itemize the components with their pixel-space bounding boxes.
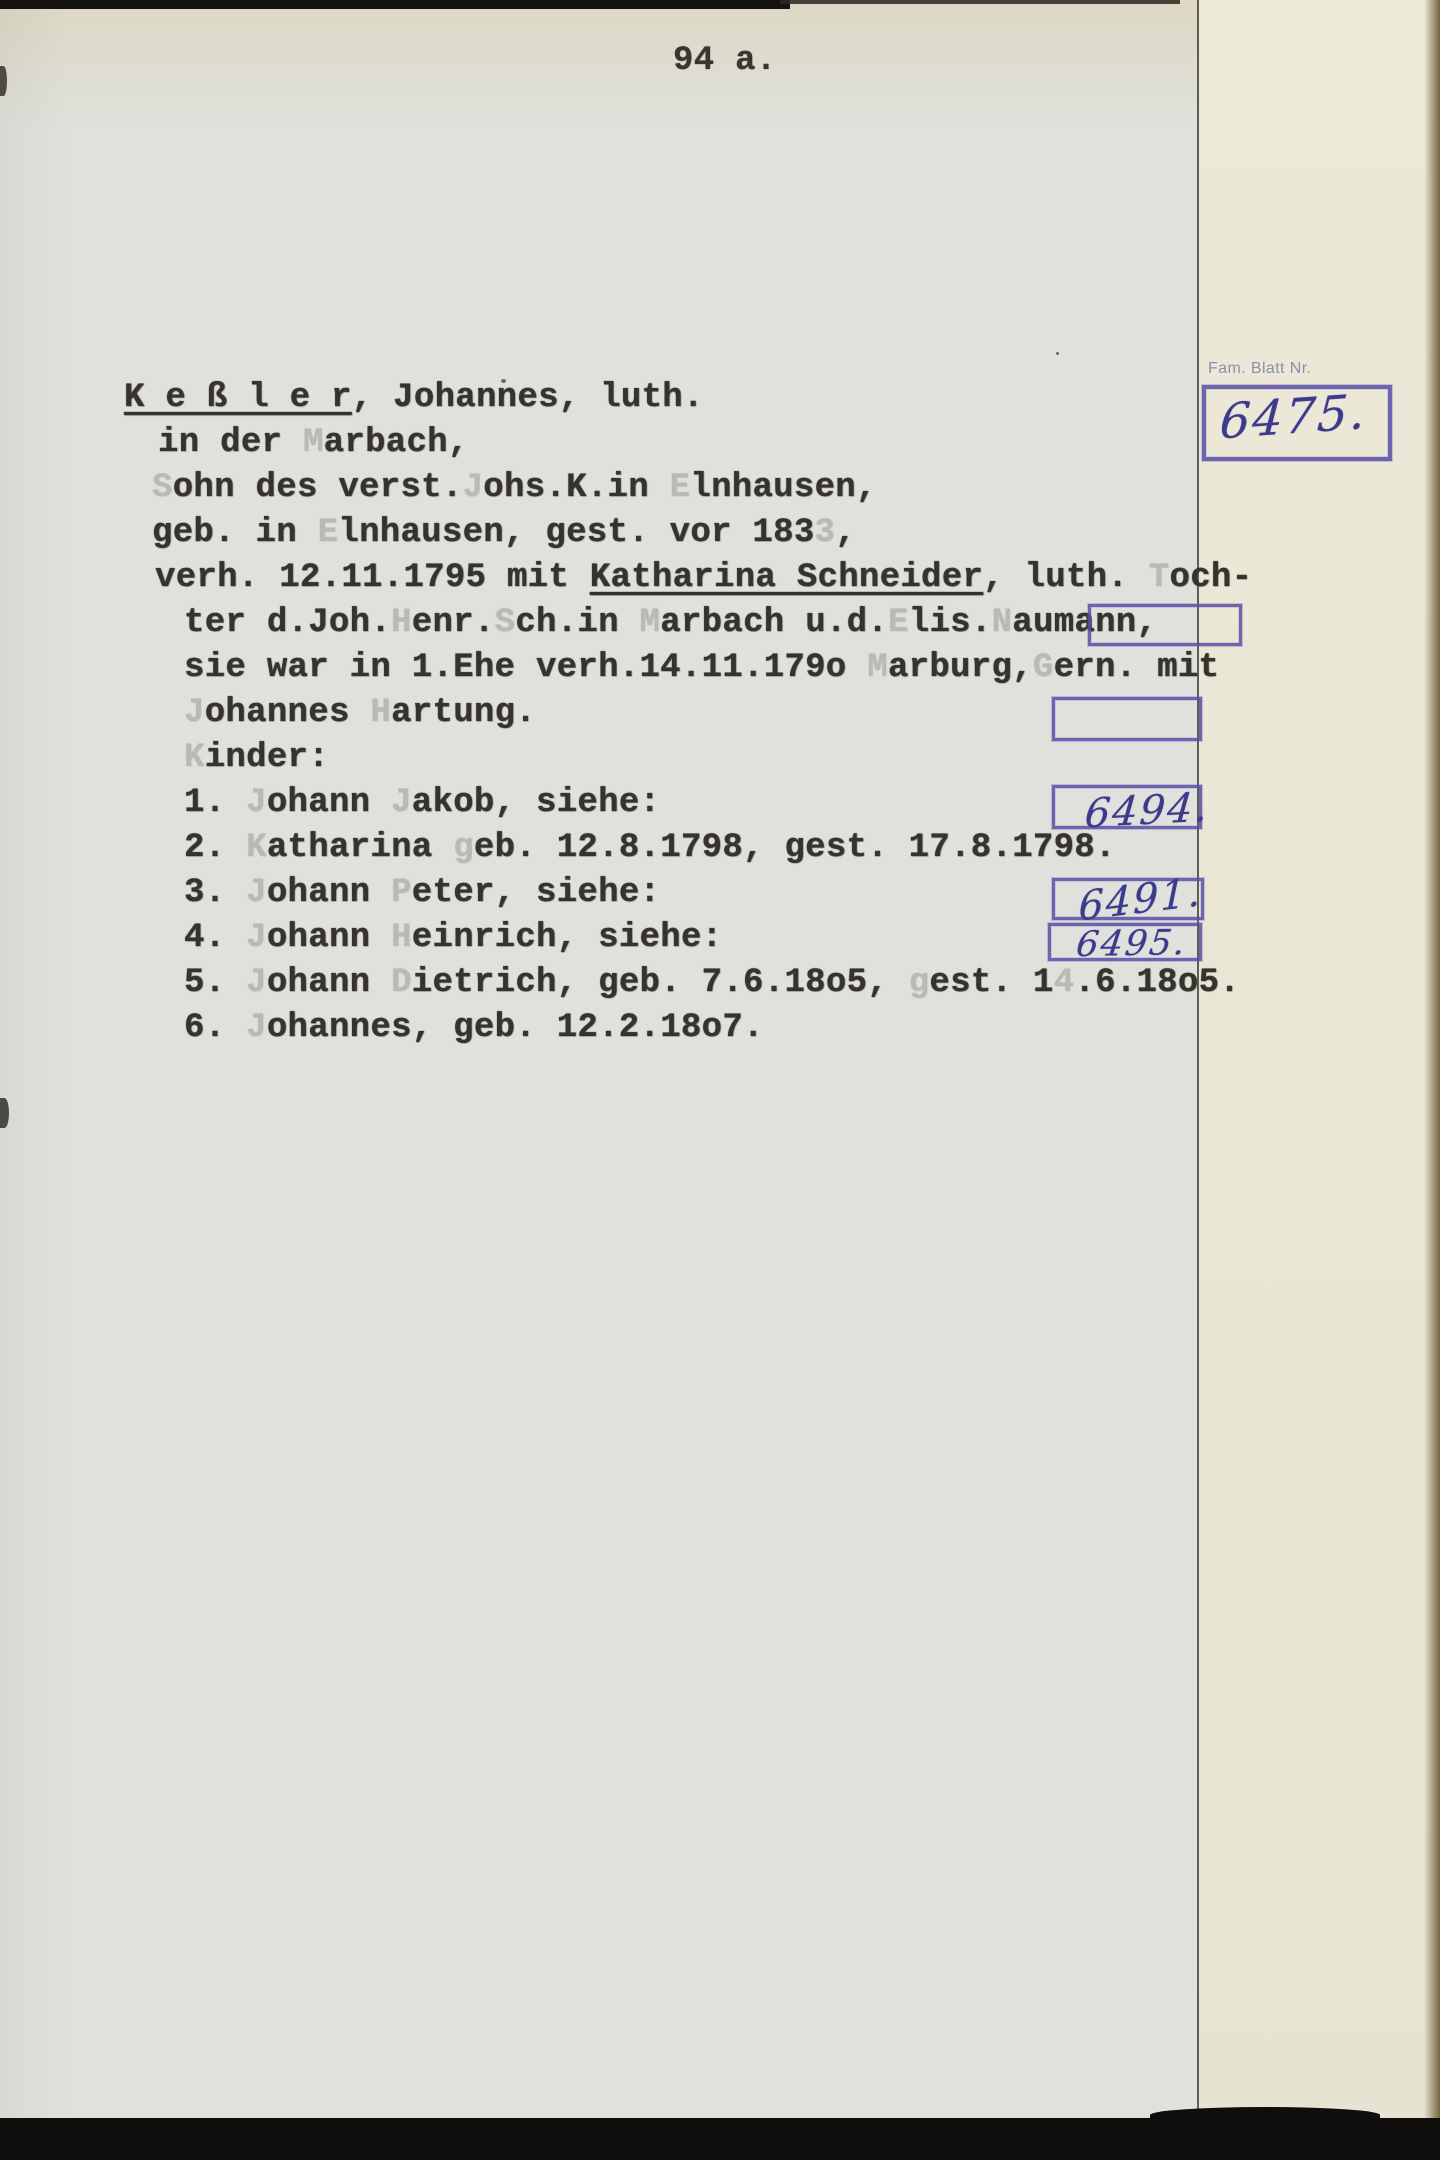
typed-text-segment: in der xyxy=(158,424,303,462)
naumann-overlay-box xyxy=(1088,604,1242,646)
typed-text-segment: .6.18o5. xyxy=(1074,964,1240,1002)
typed-text-segment: , xyxy=(835,514,856,552)
typed-text-segment: eb. 12.8.1798, gest. 17.8.1798. xyxy=(473,829,1116,867)
typed-text-segment: 5. xyxy=(184,964,247,1002)
record-line-first-husband xyxy=(184,696,536,730)
typed-text-segment: , Johannes, luth. xyxy=(351,379,704,417)
typed-text-segment: arburg, xyxy=(887,649,1033,687)
typed-text-segment: M xyxy=(639,604,661,642)
vertical-divider-line xyxy=(1197,0,1199,2118)
typed-text-segment: K xyxy=(246,829,267,867)
record-line-child-4 xyxy=(184,921,722,955)
typed-text-segment: K e ß l e r xyxy=(124,379,352,417)
typed-text-segment: ter d.Joh. xyxy=(184,604,392,642)
typed-text-segment: g xyxy=(453,829,474,867)
typed-text-segment: H xyxy=(391,919,412,957)
record-line-marriage xyxy=(155,561,1252,595)
typed-text-segment: enr. xyxy=(411,604,495,642)
right-margin-column xyxy=(1199,0,1440,2160)
typed-text-segment: M xyxy=(302,424,324,462)
scan-left-edge-mark xyxy=(0,1098,9,1128)
typed-text-segment: ohannes xyxy=(204,694,371,732)
record-heading xyxy=(124,381,704,415)
record-line-parents xyxy=(152,471,877,505)
handwritten-number: 6475. xyxy=(1218,383,1370,451)
typed-text-segment: 1. xyxy=(184,784,247,822)
reference-box-child-3 xyxy=(1052,868,1204,931)
typed-text-segment: E xyxy=(888,604,909,642)
typed-text-segment: 3. xyxy=(184,874,247,912)
typed-text-segment: J xyxy=(391,784,412,822)
typed-text-segment: ohann xyxy=(266,784,392,822)
handwritten-number: 6494. xyxy=(1082,784,1212,838)
typed-text-segment: D xyxy=(391,964,412,1002)
reference-box-child-4 xyxy=(1048,923,1202,966)
typed-text-segment: och- xyxy=(1169,559,1253,597)
record-line-child-5 xyxy=(184,966,1240,1000)
typed-text-segment: J xyxy=(246,1009,267,1047)
typed-text-segment: ohannes, geb. 12.2.18o7. xyxy=(266,1009,764,1047)
typed-text-segment: H xyxy=(391,604,412,642)
typed-text-segment: geb. in xyxy=(152,514,318,552)
page-number: 94 a. xyxy=(673,42,777,80)
typed-text-segment: 4. xyxy=(184,919,247,957)
record-line-child-2 xyxy=(184,831,1116,865)
typed-text-segment: aumann, xyxy=(1012,604,1158,642)
typed-text-segment: ern. mit xyxy=(1053,649,1220,687)
reference-box-child-1 xyxy=(1052,784,1212,838)
typed-text-segment: G xyxy=(1032,649,1054,687)
typed-text-segment: J xyxy=(246,964,267,1002)
typed-text-segment: K xyxy=(184,739,205,777)
typed-text-segment: J xyxy=(246,919,267,957)
typed-text-segment: arbach u.d. xyxy=(660,604,889,642)
typed-text-segment: M xyxy=(867,649,888,687)
empty-reference-box xyxy=(1052,697,1202,741)
handwritten-number: 6491. xyxy=(1078,868,1203,931)
record-line-wife-parents xyxy=(184,606,1157,640)
typed-text-segment: inder: xyxy=(204,739,329,777)
scan-bottom-edge-bump xyxy=(1150,2107,1380,2123)
typed-text-segment: ch.in xyxy=(515,604,640,642)
scan-right-edge-shadow xyxy=(1424,0,1440,2160)
typed-text-segment: lis. xyxy=(908,604,992,642)
typed-text-segment: lnhausen, xyxy=(690,469,877,507)
typed-text-segment: lnhausen, gest. vor 183 xyxy=(338,514,815,552)
typed-text-segment: P xyxy=(391,874,412,912)
typed-text-segment: 4 xyxy=(1053,964,1075,1002)
typed-text-segment: est. 1 xyxy=(929,964,1054,1002)
typed-text-segment: Katharina Schneider xyxy=(589,559,984,597)
typed-text-segment: artung. xyxy=(391,694,537,732)
handwritten-number: 6495. xyxy=(1074,923,1190,966)
fam-blatt-nr-label: Fam. Blatt Nr. xyxy=(1208,360,1312,377)
typed-text-segment: einrich, siehe: xyxy=(411,919,723,957)
typed-text-segment: ohann xyxy=(266,919,392,957)
record-line-children-header xyxy=(184,741,329,775)
typed-text-segment: J xyxy=(462,469,484,507)
typed-text-segment: S xyxy=(494,604,516,642)
scan-bottom-edge xyxy=(0,2118,1440,2160)
typed-text-segment: 6. xyxy=(184,1009,247,1047)
typed-text-segment: S xyxy=(152,469,173,507)
fam-blatt-number-box xyxy=(1202,385,1392,461)
scan-left-edge-mark xyxy=(0,66,7,96)
scan-top-edge-thin xyxy=(780,0,1180,4)
typed-text-segment: ietrich, geb. 7.6.18o5, xyxy=(411,964,909,1002)
typed-text-segment: verh. 12.11.1795 mit xyxy=(155,559,590,597)
typed-text-segment: eter, siehe: xyxy=(411,874,661,912)
dust-speck xyxy=(1056,352,1059,355)
typed-text-segment: 2. xyxy=(184,829,247,867)
typed-text-segment: ohs.K.in xyxy=(483,469,670,507)
typed-text-segment: sie war in 1.Ehe verh.14.11.179o xyxy=(184,649,868,687)
record-line-child-3 xyxy=(184,876,660,910)
typed-text-segment: T xyxy=(1148,559,1170,597)
typed-text-segment: ohn des verst. xyxy=(172,469,463,507)
typed-text-segment: J xyxy=(246,874,267,912)
typed-text-segment: ohann xyxy=(266,964,392,1002)
typed-text-segment: J xyxy=(184,694,205,732)
typed-text-segment: g xyxy=(908,964,930,1002)
record-line-first-marriage xyxy=(184,651,1219,685)
typed-text-segment: akob, siehe: xyxy=(411,784,661,822)
typed-text-segment: N xyxy=(991,604,1013,642)
record-line-residence xyxy=(158,426,469,460)
typed-text-segment: H xyxy=(370,694,392,732)
typed-text-segment: , luth. xyxy=(983,559,1149,597)
typed-text-segment: 3 xyxy=(814,514,836,552)
scan-top-edge xyxy=(0,0,790,9)
typed-text-segment: ohann xyxy=(266,874,392,912)
typed-text-segment: atharina xyxy=(266,829,454,867)
record-line-child-6 xyxy=(184,1011,764,1045)
typed-text-segment: arbach, xyxy=(323,424,469,462)
record-line-birth-death xyxy=(152,516,856,550)
typed-text-segment: E xyxy=(317,514,339,552)
record-line-child-1 xyxy=(184,786,660,820)
typed-text-segment: J xyxy=(246,784,267,822)
typed-text-segment: E xyxy=(669,469,691,507)
